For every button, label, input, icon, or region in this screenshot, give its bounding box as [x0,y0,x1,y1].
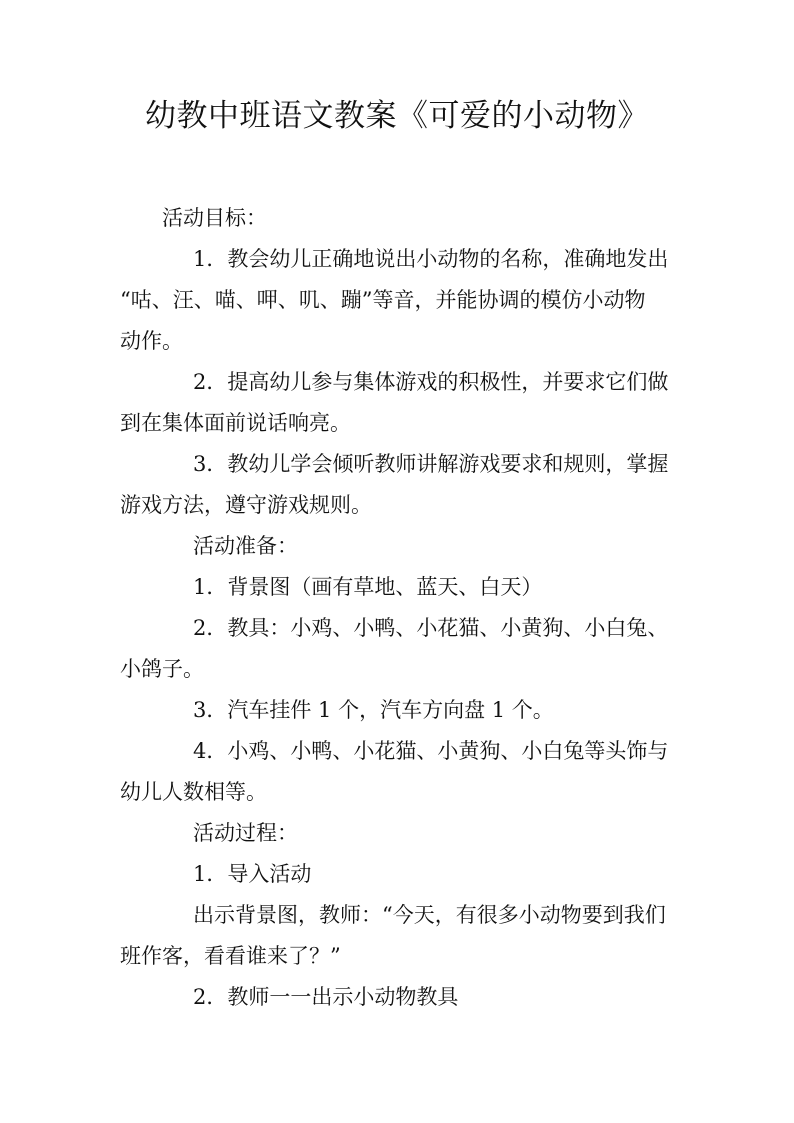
section-heading-goals: 活动目标： [162,206,267,230]
section-heading-process: 活动过程： [193,821,298,845]
document-title: 幼教中班语文教案《可爱的小动物》 [145,98,649,134]
process-1-heading: 1．导入活动 [193,862,312,886]
section-heading-preparation: 活动准备： [193,534,298,558]
document-body [120,198,675,1018]
preparation-1-line-1: 1．背景图（画有草地、蓝天、白天） [193,575,543,599]
preparation-4-line-1: 4．小鸡、小鸭、小花猫、小黄狗、小白兔等头饰与 [193,739,669,763]
process-1-line-2: 班作客，看看谁来了？” [120,944,341,968]
process-1-line-1: 出示背景图，教师：“今天，有很多小动物要到我们 [193,903,666,927]
preparation-4-line-2: 幼儿人数相等。 [120,780,267,804]
goal-1-line-1: 1．教会幼儿正确地说出小动物的名称，准确地发出 [193,247,669,271]
goal-2-line-2: 到在集体面前说话响亮。 [120,411,351,435]
goal-3-line-1: 3．教幼儿学会倾听教师讲解游戏要求和规则，掌握 [193,452,669,476]
goal-1-line-2: “咕、汪、喵、呷、叽、蹦”等音，并能协调的模仿小动物 [120,288,646,312]
preparation-2-line-1: 2．教具：小鸡、小鸭、小花猫、小黄狗、小白兔、 [193,616,669,640]
goal-1-line-3: 动作。 [120,329,183,353]
goal-2-line-1: 2．提高幼儿参与集体游戏的积极性，并要求它们做 [193,370,669,394]
preparation-3-line-1: 3．汽车挂件 1 个，汽车方向盘 1 个。 [193,698,554,722]
preparation-2-line-2: 小鸽子。 [120,657,204,681]
process-2-heading: 2．教师一一出示小动物教具 [193,985,459,1009]
goal-3-line-2: 游戏方法，遵守游戏规则。 [120,493,372,517]
